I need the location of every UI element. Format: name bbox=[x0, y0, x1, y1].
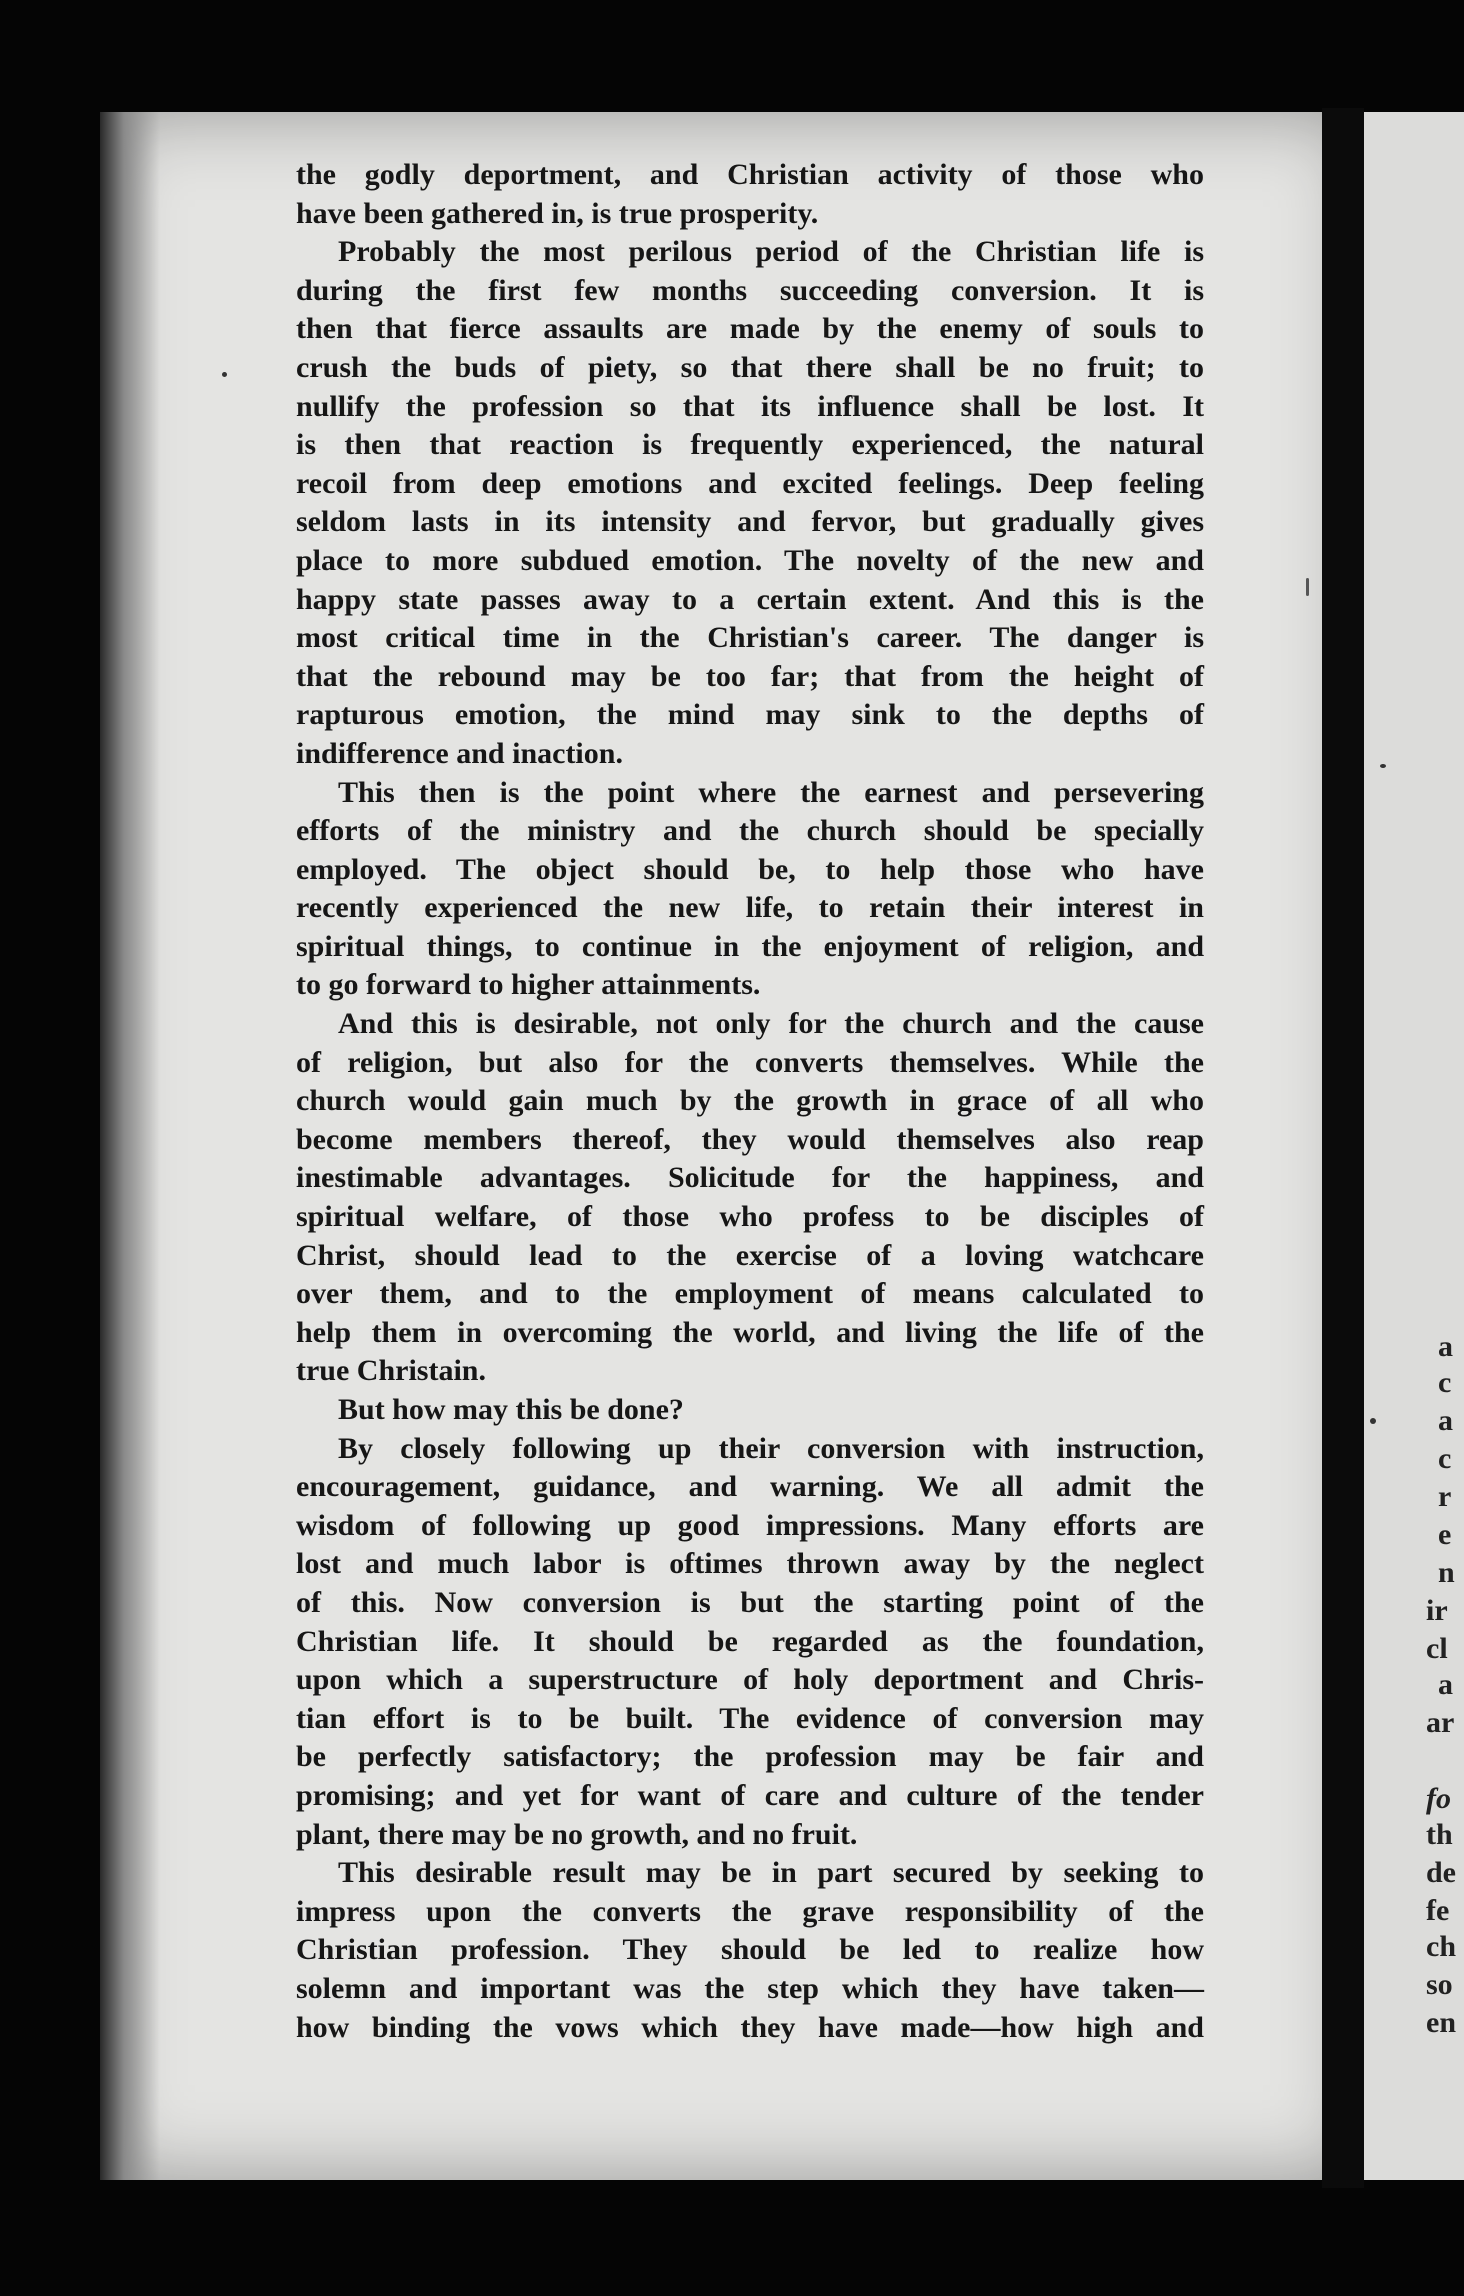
text-line: This desirable result may be in part secured by seeking to bbox=[338, 1856, 1204, 1890]
text-line: And this is desirable, not only for the church and the cause bbox=[338, 1007, 1204, 1041]
text-line: employed. The object should be, to help those who have bbox=[296, 852, 1204, 886]
text-line: rapturous emotion, the mind may sink to the depths of bbox=[296, 698, 1204, 732]
text-line: By closely following up their conversion with instruction, bbox=[338, 1431, 1204, 1465]
text-line: how binding the vows which they have made—how high and bbox=[296, 2010, 1204, 2044]
text-line: crush the buds of piety, so that there shall be no fruit; to bbox=[296, 350, 1204, 384]
facing-page-text: ar bbox=[1426, 1706, 1455, 1739]
text-line: But how may this be done? bbox=[338, 1393, 684, 1426]
facing-page-text: a bbox=[1438, 1668, 1453, 1701]
text-line: plant, there may be no growth, and no fruit. bbox=[296, 1817, 858, 1851]
text-line: is then that reaction is frequently experienced, the natural bbox=[296, 428, 1204, 462]
text-line: tian effort is to be built. The evidence of conversion may bbox=[296, 1701, 1204, 1735]
facing-page-text: ir bbox=[1426, 1594, 1448, 1627]
text-line: inestimable advantages. Solicitude for the happiness, and bbox=[296, 1161, 1204, 1195]
page-edge-shadow bbox=[1322, 108, 1364, 2188]
text-line: seldom lasts in its intensity and fervor, but gradually gives bbox=[296, 505, 1204, 539]
facing-page-text: ch bbox=[1426, 1930, 1456, 1963]
facing-page-text: so bbox=[1426, 1968, 1453, 2001]
text-line: the godly deportment, and Christian activity of those who bbox=[296, 158, 1204, 191]
ink-speck bbox=[1380, 764, 1386, 768]
text-line: of religion, but also for the converts themselves. While the bbox=[296, 1045, 1204, 1079]
text-line: church would gain much by the growth in grace of all who bbox=[296, 1084, 1204, 1118]
facing-page-text: th bbox=[1426, 1818, 1453, 1851]
text-line: recently experienced the new life, to retain their interest in bbox=[296, 891, 1204, 925]
text-line: promising; and yet for want of care and culture of the tender bbox=[296, 1778, 1204, 1812]
facing-page-text: de bbox=[1426, 1856, 1456, 1889]
ink-speck bbox=[1306, 578, 1309, 596]
text-line: to go forward to higher attainments. bbox=[296, 968, 761, 1002]
facing-page-text: e bbox=[1438, 1518, 1452, 1551]
text-line: spiritual welfare, of those who profess to be disciples of bbox=[296, 1200, 1204, 1234]
text-line: Christian life. It should be regarded as the foundation, bbox=[296, 1624, 1204, 1658]
text-line: Christ, should lead to the exercise of a loving watchcare bbox=[296, 1238, 1204, 1272]
facing-page-text: a bbox=[1438, 1404, 1453, 1437]
facing-page-text: r bbox=[1438, 1480, 1452, 1513]
text-line: upon which a superstructure of holy deportment and Chris- bbox=[296, 1663, 1204, 1697]
text-line: over them, and to the employment of means calculated to bbox=[296, 1277, 1204, 1311]
facing-page-text: n bbox=[1438, 1556, 1455, 1589]
ink-speck bbox=[1370, 1418, 1376, 1424]
facing-page-fragment bbox=[1364, 112, 1464, 2180]
page-gutter-shadow bbox=[100, 112, 160, 2180]
text-line: impress upon the converts the grave responsibility of the bbox=[296, 1894, 1204, 1928]
text-line: nullify the profession so that its influence shall be lost. It bbox=[296, 389, 1204, 423]
text-line: be perfectly satisfactory; the profession may be fair and bbox=[296, 1740, 1204, 1774]
facing-page-text: fo bbox=[1426, 1782, 1451, 1815]
text-line: of this. Now conversion is but the starting point of the bbox=[296, 1585, 1204, 1619]
text-line: that the rebound may be too far; that from the height of bbox=[296, 659, 1204, 693]
facing-page-text: c bbox=[1438, 1442, 1452, 1475]
text-line: Christian profession. They should be led to realize how bbox=[296, 1933, 1204, 1967]
text-line: during the first few months succeeding conversion. It is bbox=[296, 273, 1204, 307]
facing-page-text: cl bbox=[1426, 1632, 1448, 1665]
text-line: then that fierce assaults are made by the enemy of souls to bbox=[296, 312, 1204, 346]
text-line: efforts of the ministry and the church should be specially bbox=[296, 814, 1204, 848]
text-line: true Christain. bbox=[296, 1354, 486, 1388]
page-body-text bbox=[296, 156, 1204, 2047]
text-line: encouragement, guidance, and warning. We all admit the bbox=[296, 1470, 1204, 1504]
facing-page-text: en bbox=[1426, 2006, 1456, 2039]
text-line: most critical time in the Christian's career. The danger is bbox=[296, 621, 1204, 655]
text-line: solemn and important was the step which they have taken— bbox=[296, 1971, 1204, 2005]
text-line: help them in overcoming the world, and living the life of the bbox=[296, 1315, 1204, 1349]
facing-page-text: fe bbox=[1426, 1894, 1450, 1927]
text-line: spiritual things, to continue in the enjoyment of religion, and bbox=[296, 929, 1204, 963]
ink-speck bbox=[222, 372, 227, 377]
facing-page-text: c bbox=[1438, 1366, 1452, 1399]
text-line: lost and much labor is oftimes thrown away by the neglect bbox=[296, 1547, 1204, 1581]
text-line: indifference and inaction. bbox=[296, 736, 623, 770]
text-line: become members thereof, they would themselves also reap bbox=[296, 1122, 1204, 1156]
text-line: happy state passes away to a certain extent. And this is the bbox=[296, 582, 1204, 616]
text-line: recoil from deep emotions and excited feelings. Deep feeling bbox=[296, 466, 1204, 500]
text-line: wisdom of following up good impressions. Many efforts are bbox=[296, 1508, 1204, 1542]
text-line: Probably the most perilous period of the Christian life is bbox=[338, 235, 1204, 269]
text-line: have been gathered in, is true prosperity. bbox=[296, 196, 819, 230]
text-line: place to more subdued emotion. The novelty of the new and bbox=[296, 543, 1204, 577]
text-line: This then is the point where the earnest and persevering bbox=[338, 775, 1204, 809]
facing-page-text: a bbox=[1438, 1330, 1453, 1363]
